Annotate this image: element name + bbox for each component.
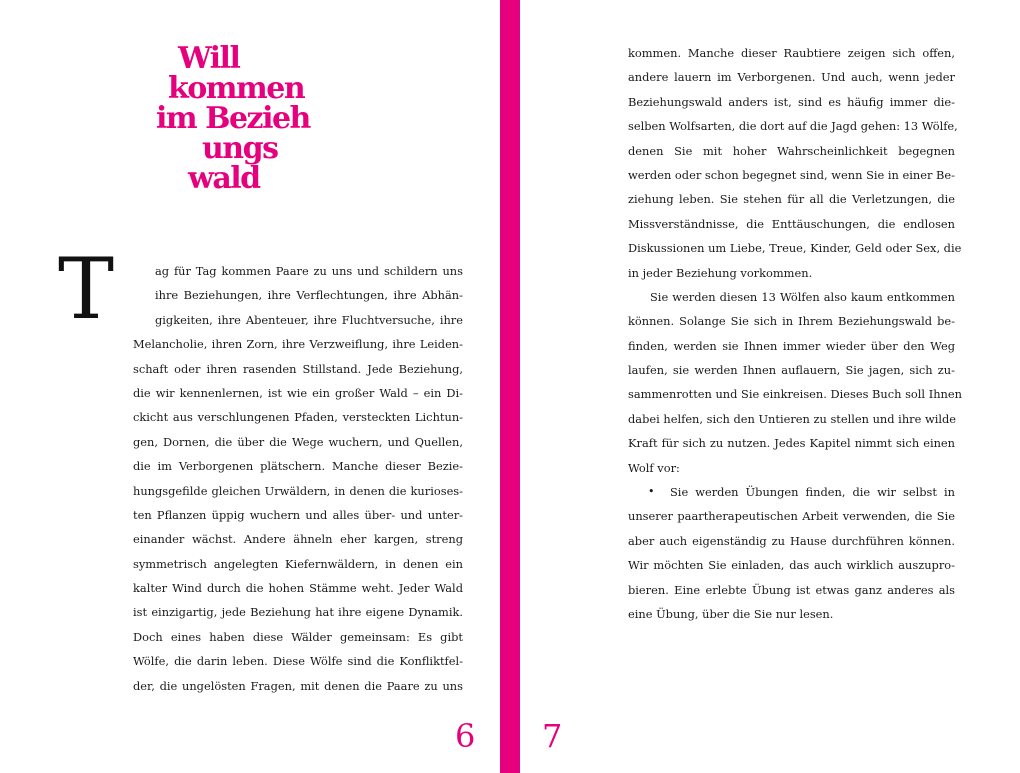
- title-line: kommen: [168, 71, 305, 106]
- text-line: kalter Wind durch die hohen Stämme weht. Jeder Wald: [133, 581, 463, 596]
- text-line: schaft oder ihren rasenden Stillstand. Jede Beziehung,: [133, 361, 463, 376]
- chapter-title: [150, 41, 320, 196]
- title-line: Will: [178, 41, 240, 76]
- text-line: selben Wolfsarten, die dort auf die Jagd gehen: 13 Wölfe,: [628, 119, 958, 134]
- text-line: symmetrisch angelegten Kiefernwäldern, in denen ein: [133, 556, 463, 571]
- text-line: ten Pflanzen üppig wuchern und alles über- und unter-: [133, 507, 463, 522]
- text-line: denen Sie mit hoher Wahrscheinlichkeit begegnen: [628, 143, 955, 158]
- text-line: Sie werden diesen 13 Wölfen also kaum entkommen: [650, 289, 955, 304]
- text-line: ckicht aus verschlungenen Pfaden, versteckten Lichtun-: [133, 410, 463, 425]
- text-line: aber auch eigenständig zu Hause durchführen können.: [628, 533, 955, 548]
- text-line: ag für Tag kommen Paare zu uns und schildern uns: [155, 264, 463, 278]
- text-line: ihre Beziehungen, ihre Verflechtungen, ihre Abhän-: [155, 288, 463, 303]
- drop-cap: T: [58, 240, 115, 338]
- text-line: Diskussionen um Liebe, Treue, Kinder, Geld oder Sex, die: [628, 241, 962, 256]
- text-line: gen, Dornen, die über die Wege wuchern, und Quellen,: [133, 434, 463, 449]
- text-line: einander wächst. Andere ähneln eher kargen, streng: [133, 532, 463, 547]
- page-number-right: 7: [542, 717, 563, 755]
- text-line: Doch eines haben diese Wälder gemeinsam: Es gibt: [133, 629, 463, 644]
- text-line: laufen, sie werden Ihnen auflauern, Sie jagen, sich zu-: [628, 363, 955, 378]
- bullet-icon: •: [648, 485, 655, 499]
- right-body-text: [628, 41, 962, 626]
- title-line: wald: [188, 161, 260, 196]
- title-line: ungs: [202, 131, 278, 166]
- text-line: eine Übung, über die Sie nur lesen.: [628, 606, 834, 621]
- text-line: sammenrotten und Sie einkreisen. Dieses Buch soll Ihnen: [628, 387, 962, 402]
- text-line: unserer paartherapeutischen Arbeit verwenden, die Sie: [628, 509, 955, 524]
- text-line: dabei helfen, sich den Untieren zu stellen und ihre wilde: [628, 411, 957, 426]
- text-line: die im Verborgenen plätschern. Manche dieser Bezie-: [133, 459, 463, 474]
- text-line: ziehung leben. Sie stehen für all die Verletzungen, die: [628, 192, 955, 207]
- text-line: in jeder Beziehung vorkommen.: [628, 265, 813, 280]
- text-line: gigkeiten, ihre Abenteuer, ihre Fluchtversuche, ihre: [155, 312, 463, 327]
- text-line: Melancholie, ihren Zorn, ihre Verzweiflung, ihre Leiden-: [133, 337, 463, 352]
- text-line: Wir möchten Sie einladen, das auch wirklich auszupro-: [628, 558, 955, 573]
- text-line: hungsgefilde gleichen Urwäldern, in denen die kurioses-: [133, 483, 463, 498]
- page-number-left: 6: [455, 717, 476, 755]
- left-body-text: [133, 259, 463, 698]
- text-line: ist einzigartig, jede Beziehung hat ihre eigene Dynamik.: [133, 605, 463, 620]
- text-line: Kraft für sich zu nutzen. Jedes Kapitel nimmt sich einen: [628, 436, 955, 451]
- text-line: können. Solange Sie sich in Ihrem Beziehungswald be-: [628, 314, 955, 329]
- title-line: im Bezieh: [156, 101, 310, 136]
- text-line: Wölfe, die darin leben. Diese Wölfe sind die Konfliktfel-: [133, 654, 463, 669]
- text-line: finden, werden sie Ihnen immer wieder über den Weg: [628, 338, 955, 353]
- text-line: die wir kennenlernen, ist wie ein großer Wald – ein Di-: [133, 385, 463, 400]
- bullet-item: [628, 480, 955, 504]
- text-line: werden oder schon begegnet sind, wenn Sie in einer Be-: [628, 167, 955, 182]
- left-page: [0, 0, 500, 773]
- text-line: andere lauern im Verborgenen. Und auch, wenn jeder: [628, 70, 955, 85]
- text-line: Sie werden Übungen finden, die wir selbst in: [670, 485, 955, 500]
- text-line: kommen. Manche dieser Raubtiere zeigen sich offen,: [628, 46, 955, 60]
- text-line: Wolf vor:: [628, 460, 680, 475]
- text-line: bieren. Eine erlebte Übung ist etwas ganz anderes als: [628, 582, 955, 597]
- text-line: Beziehungswald anders ist, sind es häufig immer die-: [628, 94, 955, 109]
- text-line: Missverständnisse, die Enttäuschungen, die endlosen: [628, 216, 955, 231]
- text-line: der, die ungelösten Fragen, mit denen die Paare zu uns: [133, 678, 463, 693]
- spine-accent-bar: [500, 0, 520, 773]
